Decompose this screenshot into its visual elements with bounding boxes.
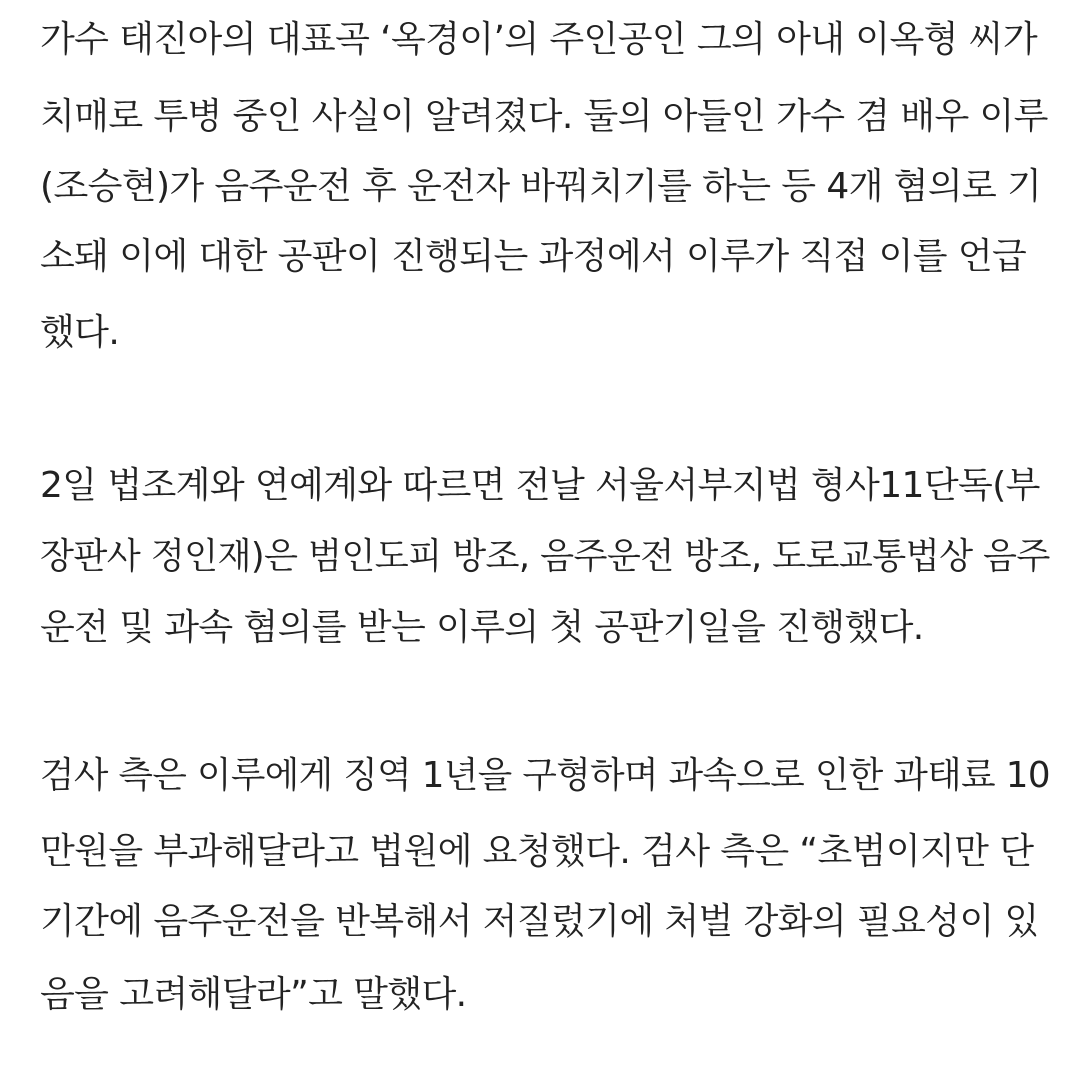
paragraph-line: 치매로 투병 중인 사실이 알려졌다. 둘의 아들인 가수 겸 배우 이루 xyxy=(40,96,1048,137)
paragraph-line: 장판사 정인재)은 범인도피 방조, 음주운전 방조, 도로교통법상 음주 xyxy=(40,536,1050,577)
paragraph-line: (조승현)가 음주운전 후 운전자 바꿔치기를 하는 등 4개 혐의로 기 xyxy=(40,166,1042,207)
paragraph-line: 가수 태진아의 대표곡 ‘옥경이’의 주인공인 그의 아내 이옥형 씨가 xyxy=(40,19,1038,60)
paragraph-line: 만원을 부과해달라고 법원에 요청했다. 검사 측은 “초범이지만 단 xyxy=(40,831,1034,872)
paragraph-line: 했다. xyxy=(40,312,120,353)
paragraph-line: 2일 법조계와 연예계와 따르면 전날 서울서부지법 형사11단독(부 xyxy=(40,465,1040,506)
paragraph-line: 음을 고려해달라”고 말했다. xyxy=(40,974,467,1015)
paragraph-line: 운전 및 과속 혐의를 받는 이루의 첫 공판기일을 진행했다. xyxy=(40,607,924,648)
paragraph-line: 소돼 이에 대한 공판이 진행되는 과정에서 이루가 직접 이를 언급 xyxy=(40,236,1027,277)
paragraph-line: 검사 측은 이루에게 징역 1년을 구형하며 과속으로 인한 과태료 10 xyxy=(40,755,1050,796)
paragraph-line: 기간에 음주운전을 반복해서 저질렀기에 처벌 강화의 필요성이 있 xyxy=(40,901,1039,942)
